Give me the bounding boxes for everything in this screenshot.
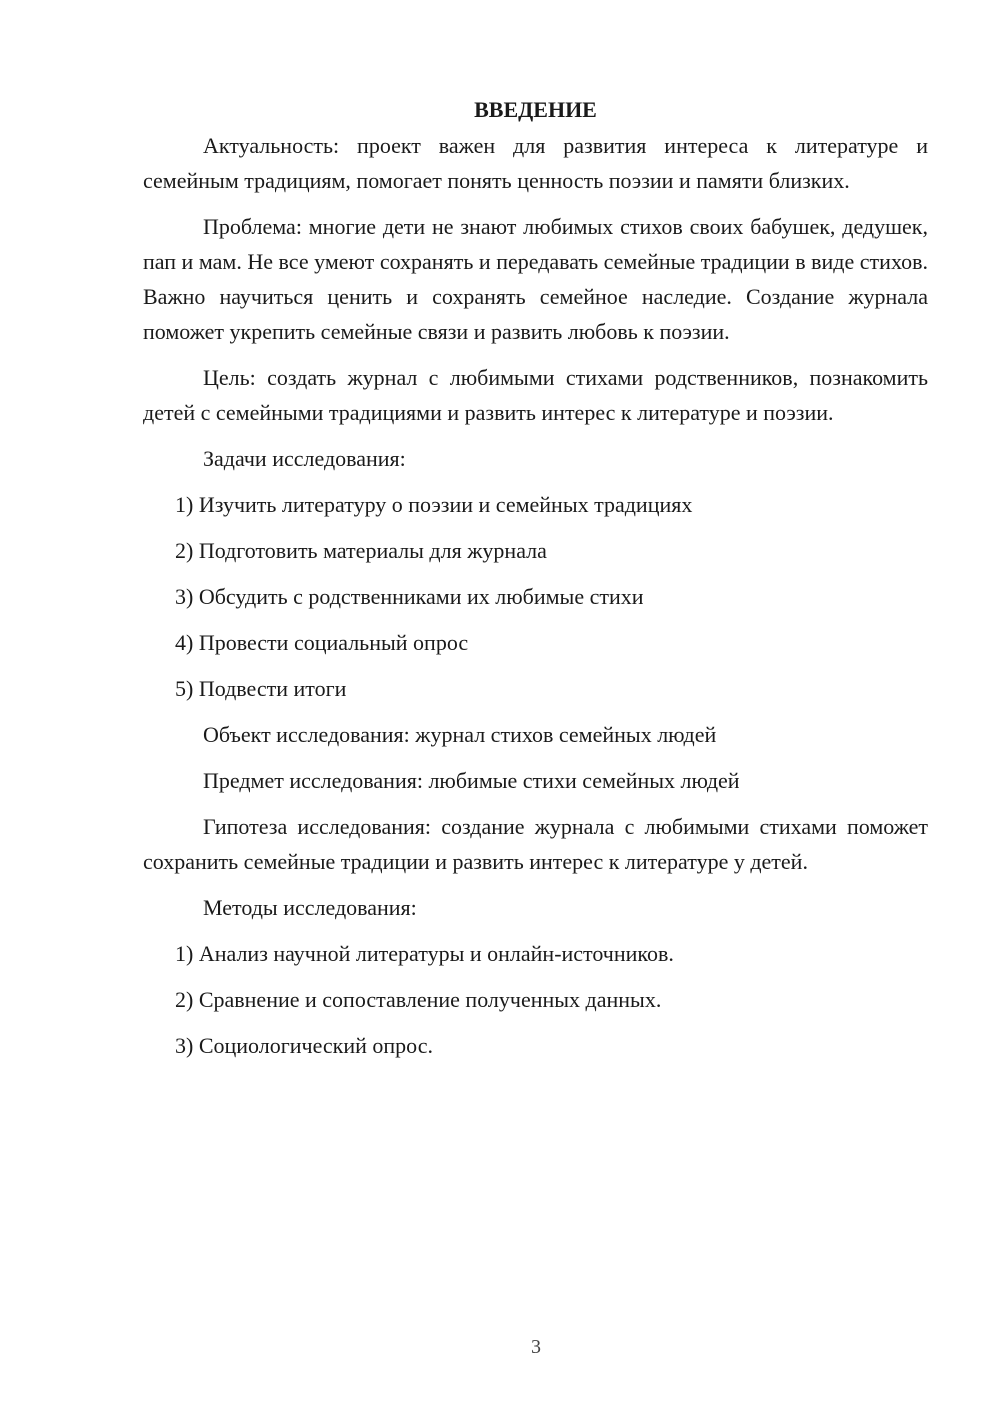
goal-paragraph: Цель: создать журнал с любимыми стихами родственников, познакомить детей с семейными традициями и развить интерес к литературе и поэзии. <box>143 365 928 425</box>
hypothesis-paragraph: Гипотеза исследования: создание журнала с любимыми стихами поможет сохранить семейные традиции и развить интерес к литературе у детей. <box>143 814 928 874</box>
method-item: 1) Анализ научной литературы и онлайн-источников. <box>175 941 674 966</box>
method-item: 2) Сравнение и сопоставление полученных данных. <box>175 987 662 1012</box>
page-number: 3 <box>531 1336 541 1358</box>
section-heading: ВВЕДЕНИЕ <box>474 97 597 122</box>
task-item: 5) Подвести итоги <box>175 676 347 701</box>
page-content <box>143 92 928 1074</box>
task-item: 3) Обсудить с родственниками их любимые стихи <box>175 584 644 609</box>
task-item: 4) Провести социальный опрос <box>175 630 469 655</box>
object-line: Объект исследования: журнал стихов семейных людей <box>203 722 717 747</box>
methods-title: Методы исследования: <box>203 895 417 920</box>
tasks-title: Задачи исследования: <box>203 446 406 471</box>
method-item: 3) Социологический опрос. <box>175 1033 433 1058</box>
problem-paragraph: Проблема: многие дети не знают любимых стихов своих бабушек, дедушек, пап и мам. Не все умеют сохранять и передавать семейные традиции в виде стихов. Важно научиться ценить и сохранять семейное наследие. Создание журнала поможет укрепить семейные связи и развить любовь к поэзии. <box>143 214 928 344</box>
task-item: 1) Изучить литературу о поэзии и семейных традициях <box>175 492 693 517</box>
subject-line: Предмет исследования: любимые стихи семейных людей <box>203 768 740 793</box>
relevance-paragraph: Актуальность: проект важен для развития интереса к литературе и семейным традициям, помогает понять ценность поэзии и памяти близких. <box>143 133 928 193</box>
task-item: 2) Подготовить материалы для журнала <box>175 538 547 563</box>
